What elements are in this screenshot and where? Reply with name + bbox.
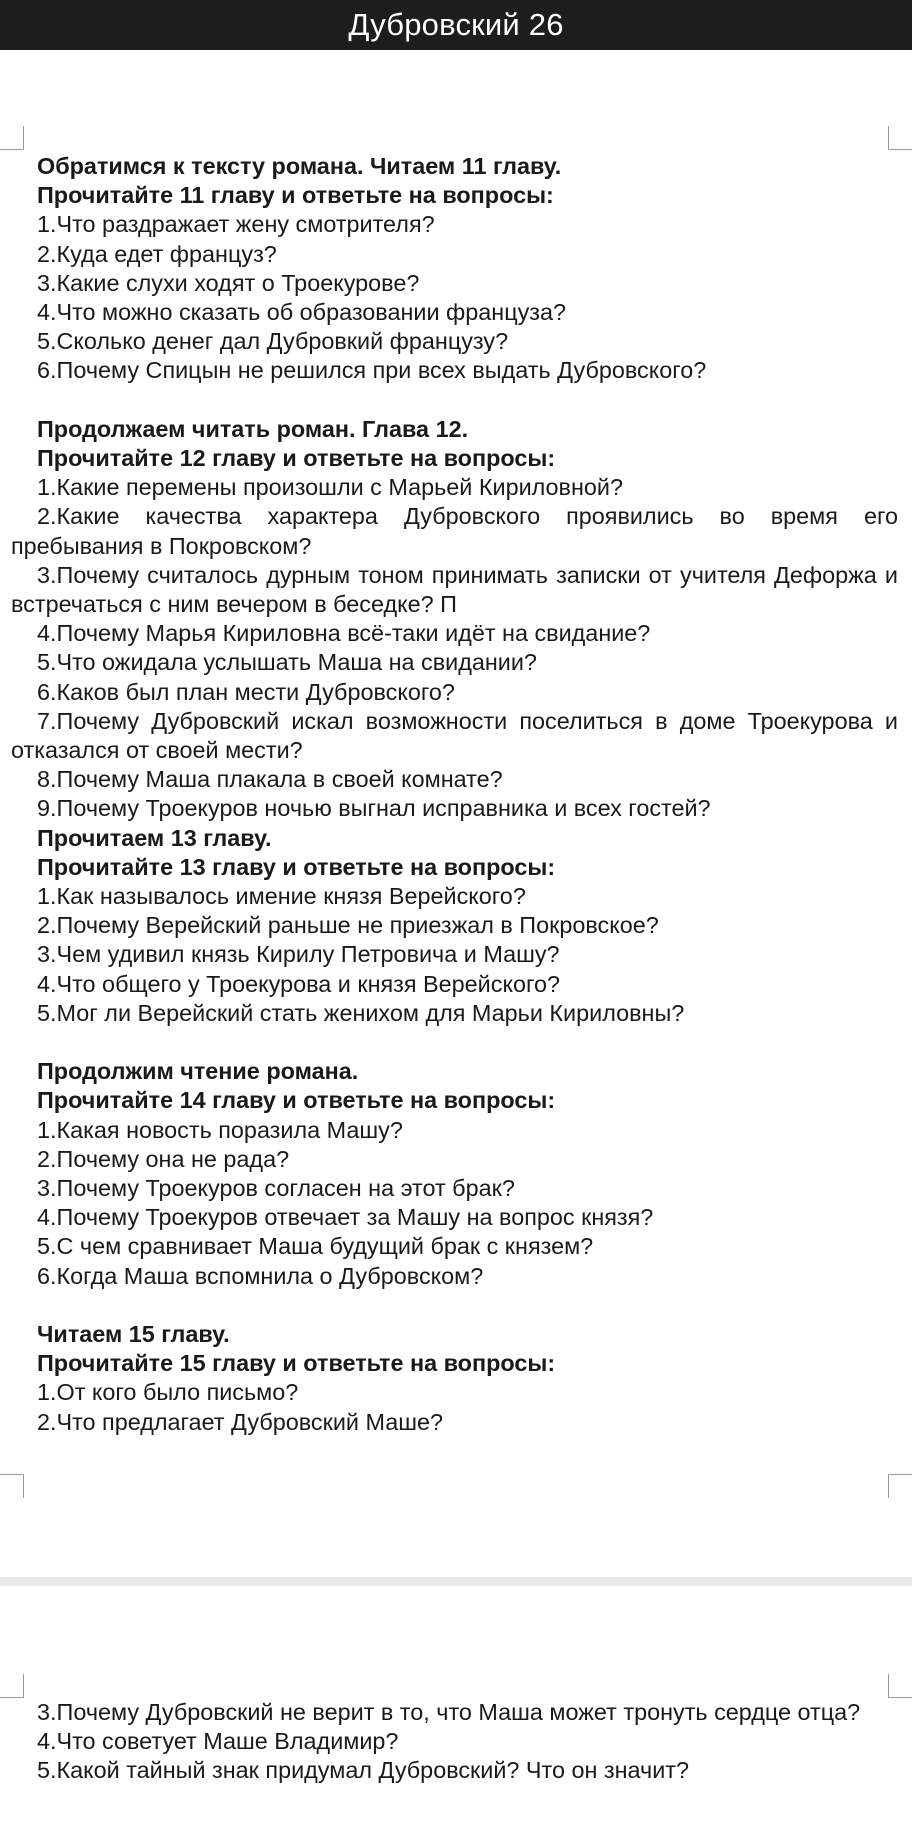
question-line: 2.Почему Верейский раньше не приезжал в Покровское? <box>37 912 659 939</box>
question-line: 2.Куда едет француз? <box>37 240 277 267</box>
question-line: 7.Почему Дубровский искал возможности поселиться в доме Троекурова и отказался от своей мести? <box>11 707 898 764</box>
document-page-1[interactable] <box>0 50 912 1577</box>
question-line: 4.Что общего у Троекурова и князя Верейского? <box>37 970 560 997</box>
question-line: 5.Мог ли Верейский стать женихом для Марьи Кириловны? <box>37 999 685 1026</box>
section-heading: Прочитайте 12 главу и ответьте на вопросы: <box>37 445 556 472</box>
section-heading: Прочитайте 11 главу и ответьте на вопросы: <box>37 182 554 209</box>
question-line: 8.Почему Маша плакала в своей комнате? <box>37 766 503 793</box>
question-line: 9.Почему Троекуров ночью выгнал исправника и всех гостей? <box>37 795 711 822</box>
page-2-text-block <box>24 1698 898 1786</box>
page-corner-mark-bottom-right <box>888 1474 912 1498</box>
blank-line <box>24 1291 898 1320</box>
question-line: 5.С чем сравнивает Маша будущий брак с князем? <box>37 1233 594 1260</box>
page-corner-mark-top-right <box>888 126 912 150</box>
section-heading: Прочитайте 14 главу и ответьте на вопросы: <box>37 1087 556 1114</box>
question-line: 1.Что раздражает жену смотрителя? <box>37 211 435 238</box>
blank-line <box>24 1028 898 1057</box>
section-heading: Прочитайте 13 главу и ответьте на вопросы: <box>37 853 556 880</box>
question-line: 2.Что предлагает Дубровский Маше? <box>37 1408 443 1435</box>
question-line: 3.Почему Троекуров согласен на этот брак? <box>37 1175 515 1202</box>
document-page-2[interactable] <box>0 1586 912 1830</box>
question-line: 2.Почему она не рада? <box>37 1145 290 1172</box>
question-line: 6.Когда Маша вспомнила о Дубровском? <box>37 1262 484 1289</box>
question-line: 2.Какие качества характера Дубровского проявились во время его пребывания в Покровском? <box>11 503 898 559</box>
document-title-bar <box>0 0 912 50</box>
question-line: 1.От кого было письмо? <box>37 1379 299 1406</box>
section-heading: Прочитаем 13 главу. <box>37 824 272 851</box>
section-heading: Обратимся к тексту романа. Читаем 11 главу. <box>37 153 562 179</box>
question-line: 3.Какие слухи ходят о Троекурове? <box>37 269 420 296</box>
question-line: 5.Сколько денег дал Дубровкий французу? <box>37 328 509 355</box>
question-line: 4.Почему Троекуров отвечает за Машу на вопрос князя? <box>37 1204 654 1231</box>
question-line: 4.Что можно сказать об образовании француза? <box>37 299 567 326</box>
question-line: 5.Какой тайный знак придумал Дубровский? Что он значит? <box>37 1757 690 1784</box>
document-title: Дубровский 26 <box>348 7 564 42</box>
question-line: 6.Почему Спицын не решился при всех выдать Дубровского? <box>37 357 707 384</box>
page-corner-mark-top-left <box>0 126 24 150</box>
page-separator <box>0 1577 912 1586</box>
question-line: 3.Почему считалось дурным тоном принимать записки от учителя Дефоржа и встречаться с ним вечером в беседке? П <box>11 561 898 618</box>
question-line: 1.Какая новость поразила Машу? <box>37 1116 403 1143</box>
section-heading: Прочитайте 15 главу и ответьте на вопросы: <box>37 1350 556 1377</box>
question-line: 4.Что советует Маше Владимир? <box>37 1728 399 1755</box>
question-line: 3.Почему Дубровский не верит в то, что Маша может тронуть сердце отца? <box>37 1699 861 1725</box>
section-heading: Продолжим чтение романа. <box>37 1058 359 1085</box>
question-line: 4.Почему Марья Кириловна всё-таки идёт на свидание? <box>37 620 651 647</box>
question-line: 5.Что ожидала услышать Маша на свидании? <box>37 649 537 676</box>
section-heading: Продолжаем читать роман. Глава 12. <box>37 415 469 442</box>
question-line: 6.Каков был план мести Дубровского? <box>37 678 455 705</box>
page-corner-mark-top-right <box>888 1674 912 1698</box>
question-line: 1.Какие перемены произошли с Марьей Кириловной? <box>37 474 623 501</box>
page-corner-mark-top-left <box>0 1674 24 1698</box>
question-line: 1.Как называлось имение князя Верейского? <box>37 883 526 910</box>
page-corner-mark-bottom-left <box>0 1474 24 1498</box>
section-heading: Читаем 15 главу. <box>37 1321 230 1348</box>
blank-line <box>24 386 898 415</box>
question-line: 3.Чем удивил князь Кирилу Петровича и Машу? <box>37 941 560 968</box>
page-1-text-block <box>11 152 898 1437</box>
